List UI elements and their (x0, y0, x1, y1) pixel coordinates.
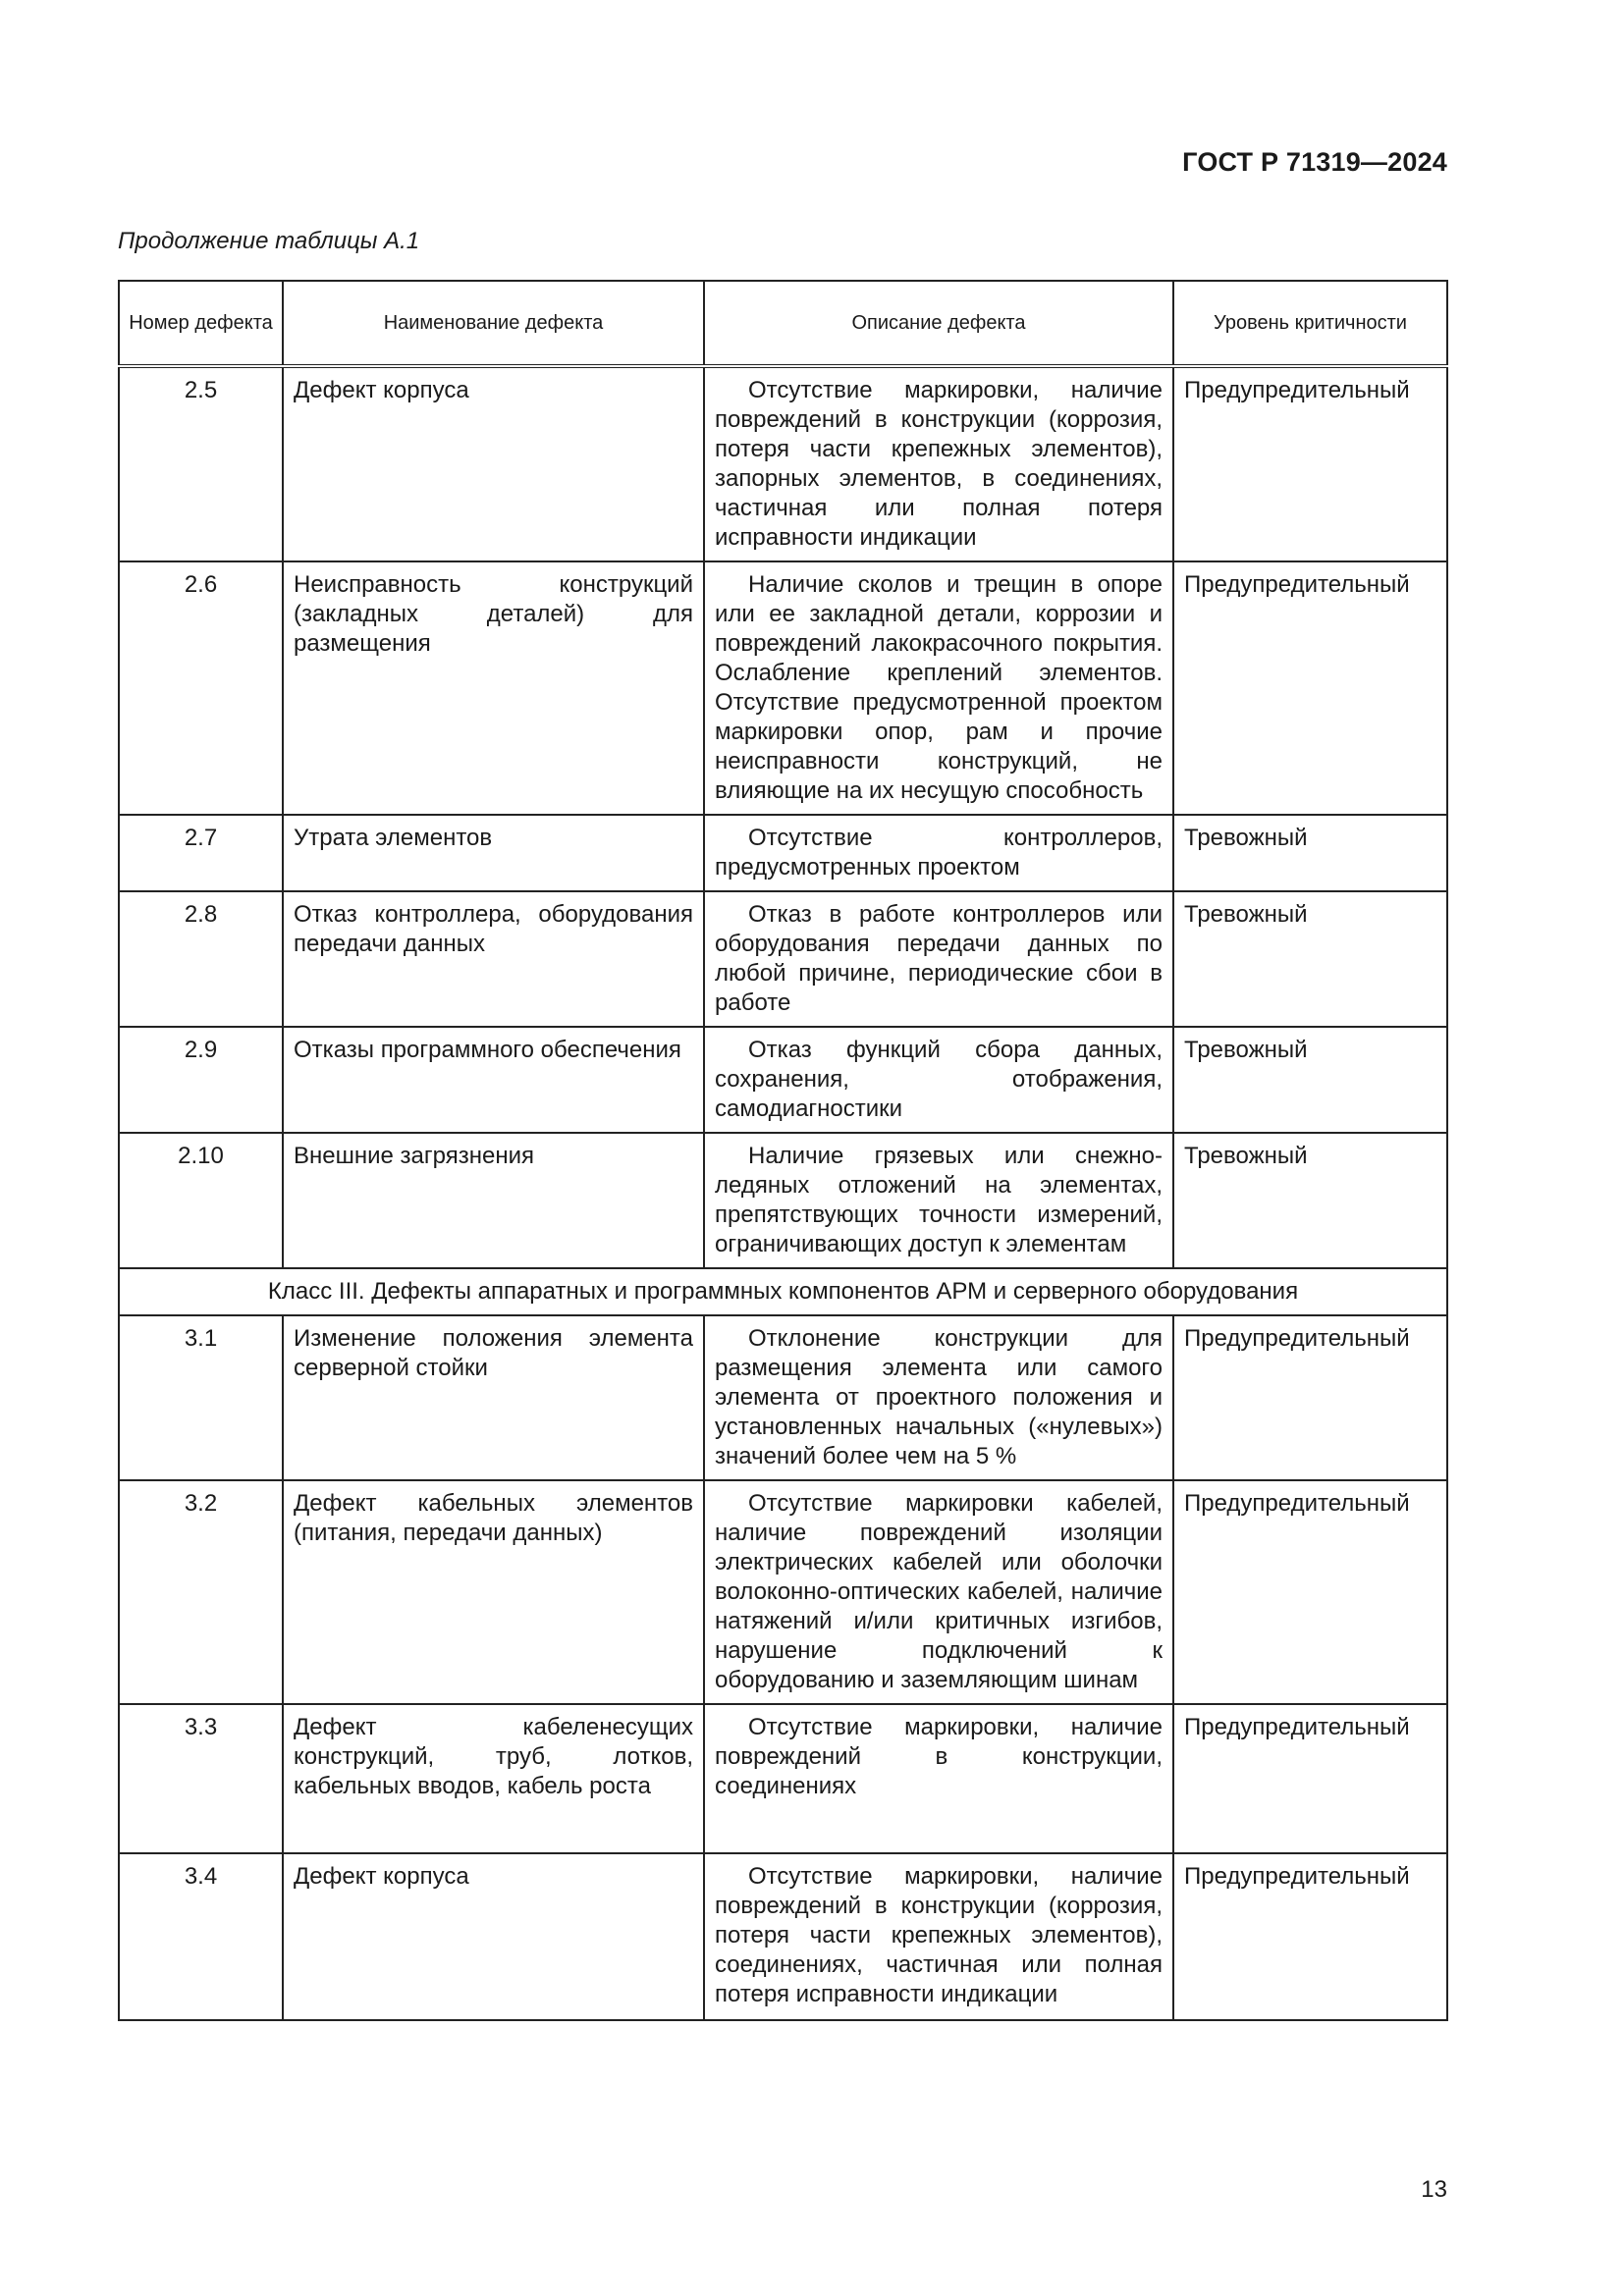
defect-description: Отсутствие маркировки кабелей, наличие повреждений изоляции электрических кабелей или оболочки волоконно-оптических кабелей, наличие натяжений и/или критичных изгибов, нарушение подключений к оборудованию и заземляющим шинам (704, 1480, 1173, 1704)
defect-number: 3.1 (119, 1315, 283, 1480)
defect-level: Предупредительный (1173, 1704, 1447, 1853)
defect-description: Отклонение конструкции для размещения элемента или самого элемента от проектного положения и установленных начальных («нулевых») значений более чем на 5 % (704, 1315, 1173, 1480)
defect-name: Изменение положения элемента серверной стойки (283, 1315, 704, 1480)
table-row (119, 1027, 1447, 1133)
defect-level: Тревожный (1173, 891, 1447, 1027)
table-caption: Продолжение таблицы А.1 (118, 228, 420, 254)
defect-number: 2.6 (119, 561, 283, 815)
defect-name: Утрата элементов (283, 815, 704, 891)
defect-description: Отсутствие контроллеров, предусмотренных проектом (704, 815, 1173, 891)
column-header-number: Номер дефекта (119, 281, 283, 366)
defect-name: Дефект корпуса (283, 366, 704, 561)
defect-name: Отказы программного обеспечения (283, 1027, 704, 1133)
defect-level: Предупредительный (1173, 561, 1447, 815)
column-header-name: Наименование дефекта (283, 281, 704, 366)
defect-level: Предупредительный (1173, 366, 1447, 561)
defect-description: Отказ функций сбора данных, сохранения, отображения, самодиагностики (704, 1027, 1173, 1133)
defect-level: Предупредительный (1173, 1315, 1447, 1480)
defect-description: Наличие грязевых или снежно-ледяных отложений на элементах, препятствующих точности измерений, ограничивающих доступ к элементам (704, 1133, 1173, 1268)
defect-number: 3.2 (119, 1480, 283, 1704)
table-row (119, 891, 1447, 1027)
defect-number: 2.5 (119, 366, 283, 561)
table-row (119, 1315, 1447, 1480)
defect-level: Предупредительный (1173, 1853, 1447, 2020)
defect-name: Дефект корпуса (283, 1853, 704, 2020)
defect-description: Отсутствие маркировки, наличие повреждений в конструкции, соединениях (704, 1704, 1173, 1853)
defects-table (118, 280, 1448, 2021)
table-row (119, 1704, 1447, 1853)
defect-name: Внешние загрязнения (283, 1133, 704, 1268)
defect-number: 2.8 (119, 891, 283, 1027)
column-header-level: Уровень критичности (1173, 281, 1447, 366)
defect-name: Дефект кабельных элементов (питания, передачи данных) (283, 1480, 704, 1704)
defect-name: Неисправность конструкций (закладных деталей) для размещения (283, 561, 704, 815)
defect-description: Отсутствие маркировки, наличие повреждений в конструкции (коррозия, потеря части крепежных элементов), запорных элементов, в соединениях, частичная или полная потеря исправности индикации (704, 366, 1173, 561)
document-standard-code: ГОСТ Р 71319—2024 (1182, 147, 1447, 177)
defect-description: Наличие сколов и трещин в опоре или ее закладной детали, коррозии и повреждений лакокрасочного покрытия. Ослабление креплений элементов. Отсутствие предусмотренной проектом маркировки опор, рам и прочие неисправности конструкций, не влияющие на их несущую способность (704, 561, 1173, 815)
defect-level: Тревожный (1173, 1027, 1447, 1133)
table-row (119, 1853, 1447, 2020)
defect-description: Отсутствие маркировки, наличие повреждений в конструкции (коррозия, потеря части крепежных элементов), соединениях, частичная или полная потеря исправности индикации (704, 1853, 1173, 2020)
defect-number: 3.4 (119, 1853, 283, 2020)
defect-description: Отказ в работе контроллеров или оборудования передачи данных по любой причине, периодические сбои в работе (704, 891, 1173, 1027)
defect-number: 3.3 (119, 1704, 283, 1853)
column-header-description: Описание дефекта (704, 281, 1173, 366)
defect-level: Тревожный (1173, 815, 1447, 891)
table-row (119, 815, 1447, 891)
class-heading: Класс III. Дефекты аппаратных и программных компонентов АРМ и серверного оборудования (119, 1268, 1447, 1315)
defect-name: Отказ контроллера, оборудования передачи данных (283, 891, 704, 1027)
table-row (119, 1480, 1447, 1704)
table-row (119, 1133, 1447, 1268)
table-header-row (119, 281, 1447, 366)
page-number: 13 (1421, 2176, 1447, 2203)
defect-level: Тревожный (1173, 1133, 1447, 1268)
defect-number: 2.10 (119, 1133, 283, 1268)
defect-number: 2.9 (119, 1027, 283, 1133)
table-row (119, 366, 1447, 561)
table-row (119, 561, 1447, 815)
class-heading-row (119, 1268, 1447, 1315)
defect-name: Дефект кабеленесущих конструкций, труб, лотков, кабельных вводов, кабель роста (283, 1704, 704, 1853)
defect-number: 2.7 (119, 815, 283, 891)
defect-level: Предупредительный (1173, 1480, 1447, 1704)
